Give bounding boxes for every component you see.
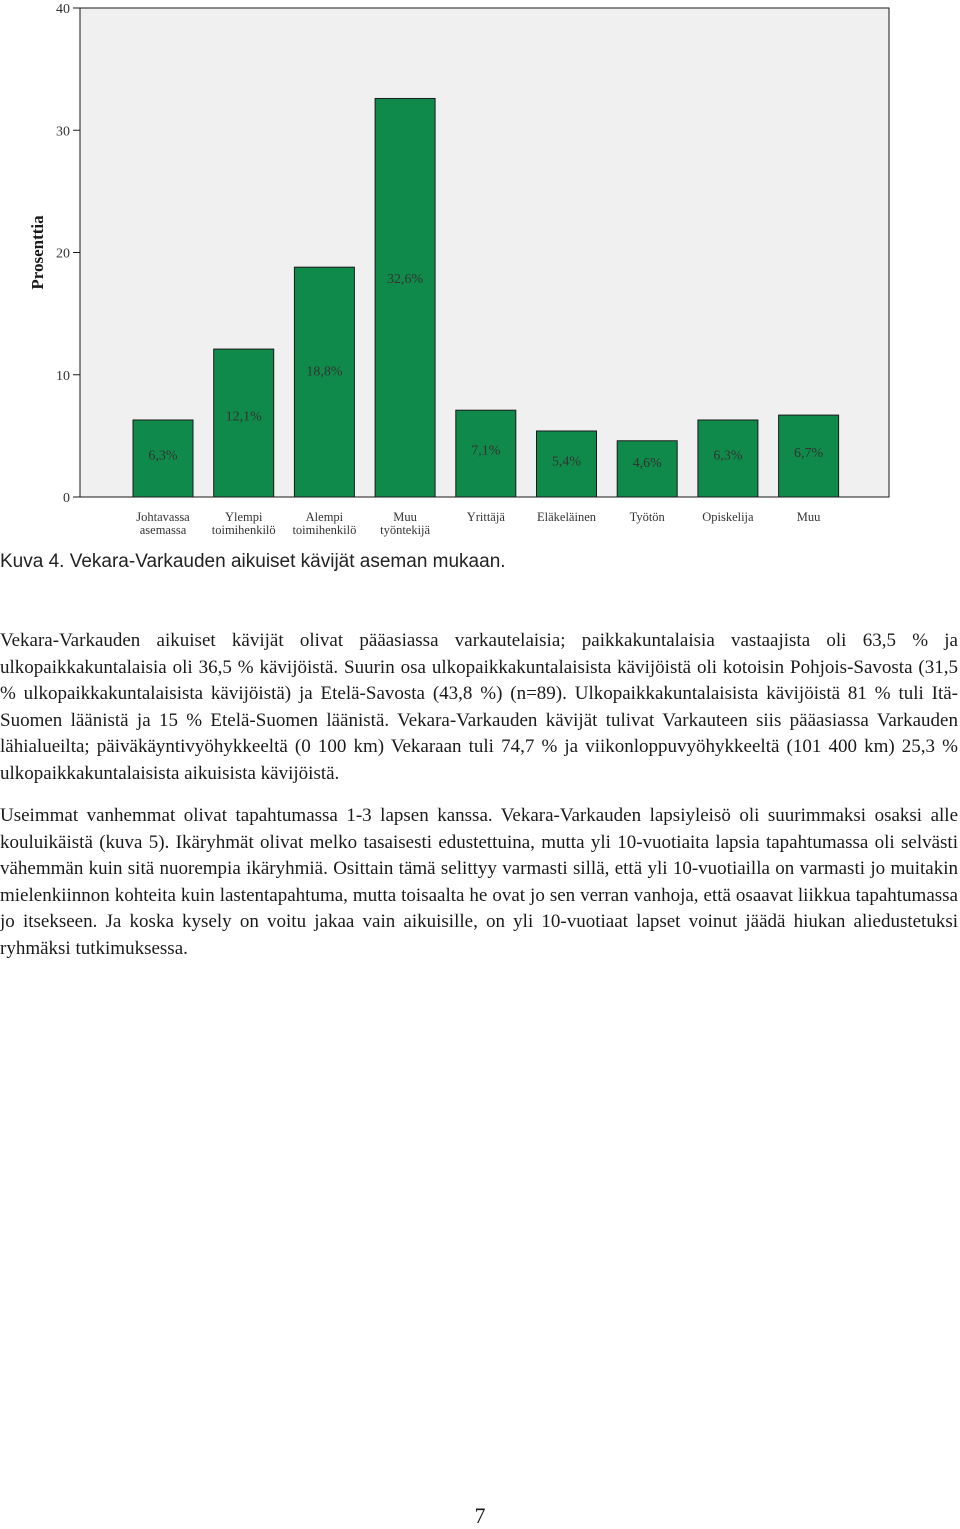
- category-label: Eläkeläinen: [537, 510, 596, 524]
- category-label: Johtavassa: [136, 510, 190, 524]
- paragraph-2: Useimmat vanhemmat olivat tapahtumassa 1-3 lapsen kanssa. Vekara-Varkauden lapsiyleisö oli suurimmaksi osaksi alle kouluikäistä (kuva 5). Ikäryhmät olivat melko tasaisesti edustettuina, mutta yli 10-vuotiaita lapsia tapahtumassa oli selvästi vähemmän kuin sitä nuorempia ikäryhmiä. Osittain tämä selittyy varmasti sillä, että yli 10-vuotiailla on varmasti jo muitakin mielenkiinnon kohteita kuin lastentapahtuma, mutta toisaalta he ovat jo sen verran vanhoja, että osaavat liikkua tapahtumassa jo itsekseen. Ja koska kysely on voitu jakaa vain aikuisille, on yli 10-vuotiaat lapset voinut jäädä hiukan aliedustetuksi ryhmäksi tutkimuksessa.: [0, 805, 958, 959]
- bar: [375, 98, 435, 497]
- data-label: 12,1%: [225, 409, 262, 425]
- data-label: 18,8%: [306, 364, 343, 380]
- data-label: 4,6%: [632, 456, 662, 471]
- data-label: 32,6%: [387, 271, 424, 287]
- category-label: Alempi: [305, 510, 344, 524]
- bar: [294, 267, 354, 497]
- category-label: Yrittäjä: [466, 510, 505, 524]
- page-number: 7: [474, 1503, 486, 1528]
- category-label: toimihenkilö: [292, 523, 357, 537]
- bar-chart: [0, 0, 960, 550]
- category-label: Ylempi: [224, 510, 263, 524]
- category-label: Muu: [393, 510, 417, 524]
- y-tick-label: 10: [56, 368, 70, 384]
- data-label: 6,3%: [713, 448, 743, 464]
- body-text: [0, 628, 958, 978]
- paragraph-1: Vekara-Varkauden aikuiset kävijät olivat pääasiassa varkautelaisia; paikkakuntalaisia vastaajista oli 63,5 % ja ulkopaikkakuntalaisia oli 36,5 % kävijöistä. Suurin osa ulkopaikkakuntalaisista kävijöistä oli kotoisin Pohjois-Savosta (31,5 % ulkopaikkakuntalaisista kävijöistä) ja Etelä-Savosta (43,8 %) (n=89). Ulkopaikkakuntalaisista kävijöistä 81 % tuli Itä-Suomen läänistä ja 15 % Etelä-Suomen läänistä. Vekara-Varkauden kävijät tulivat Varkauteen siis pääasiassa Varkauden lähialueilta; päiväkäyntivyöhykkeeltä (0 100 km) Vekaraan tuli 74,7 % ja viikonloppuvyöhykkeeltä (101 400 km) 25,3 % ulkopaikkakuntalaisista aikuisista kävijöistä.: [0, 630, 958, 784]
- category-label: toimihenkilö: [211, 523, 276, 537]
- data-label: 6,7%: [794, 445, 824, 461]
- category-label: Muu: [796, 510, 821, 524]
- y-tick-label: 30: [56, 124, 70, 140]
- category-label: asemassa: [139, 523, 187, 537]
- category-label: Työtön: [629, 510, 665, 524]
- y-tick-label: 0: [63, 491, 70, 506]
- y-tick-label: 20: [56, 246, 70, 262]
- category-label: Opiskelija: [702, 510, 754, 524]
- y-axis-label: Prosenttia: [28, 215, 47, 290]
- figure-caption: Kuva 4. Vekara-Varkauden aikuiset kävijät aseman mukaan.: [0, 551, 506, 572]
- y-tick-label: 40: [56, 2, 70, 17]
- data-label: 7,1%: [471, 443, 501, 459]
- data-label: 6,3%: [148, 448, 178, 464]
- data-label: 5,4%: [551, 454, 582, 470]
- category-label: työntekijä: [380, 523, 431, 537]
